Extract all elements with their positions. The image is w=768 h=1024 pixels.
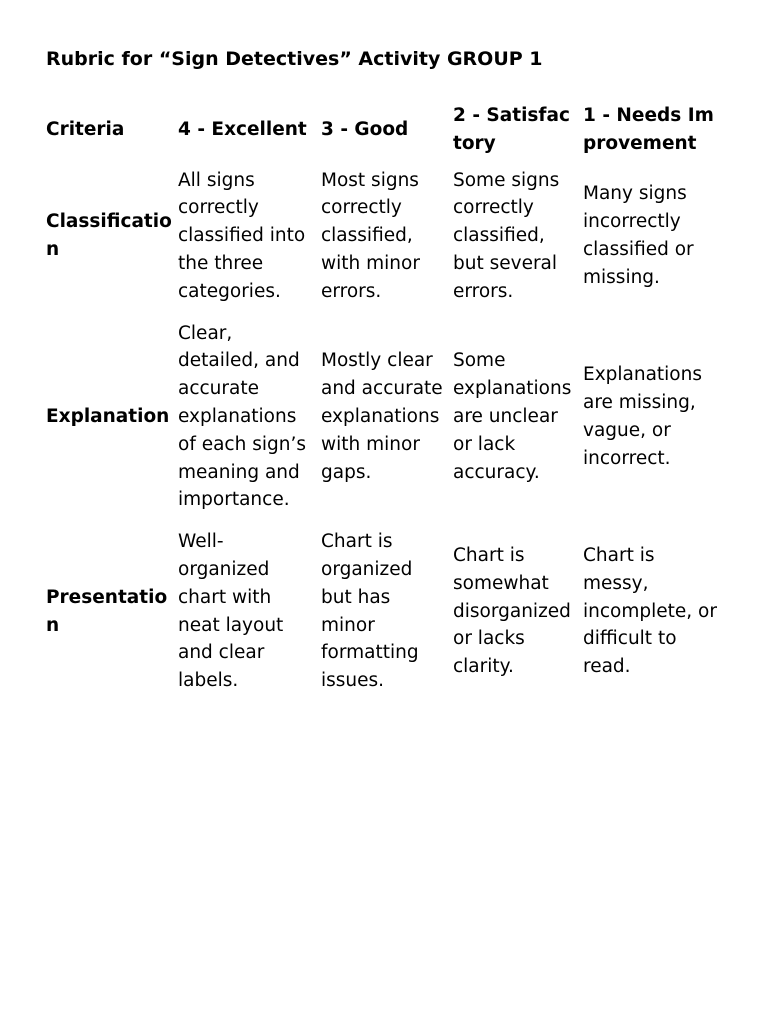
criteria-cell: Classification — [46, 211, 172, 261]
document-title: Rubric for “Sign Detectives” Activity GROUP 1 — [46, 48, 543, 70]
satisfactory-cell: Chart is somewhat disorganized or lacks clarity. — [453, 545, 571, 678]
excellent-cell: Clear, detailed, and accurate explanations of each sign’s meaning and importance. — [178, 322, 306, 511]
table-row — [42, 160, 722, 313]
table-row — [42, 313, 722, 522]
satisfactory-cell: Some explanations are unclear or lack accuracy. — [453, 350, 572, 483]
good-cell: Mostly clear and accurate explanations with minor gaps. — [321, 350, 443, 483]
table-row — [42, 521, 722, 702]
excellent-cell: Well-organized chart with neat layout and clear labels. — [178, 531, 284, 692]
good-cell: Most signs correctly classified, with minor errors. — [321, 169, 420, 302]
criteria-cell: Explanation — [46, 405, 170, 427]
header-good: 3 - Good — [321, 118, 409, 140]
excellent-cell: All signs correctly classified into the three categories. — [178, 169, 306, 302]
good-cell: Chart is organized but has minor formatting issues. — [321, 531, 419, 692]
needs-improvement-cell: Many signs incorrectly classified or missing. — [583, 183, 694, 288]
criteria-cell: Presentation — [46, 586, 168, 636]
header-needs-improvement: 1 - Needs Improvement — [583, 105, 714, 154]
rubric-table — [42, 100, 722, 702]
header-criteria: Criteria — [46, 118, 125, 140]
header-satisfactory: 2 - Satisfactory — [453, 105, 570, 154]
satisfactory-cell: Some signs correctly classified, but several errors. — [453, 169, 560, 302]
needs-improvement-cell: Chart is messy, incomplete, or difficult to read. — [583, 545, 717, 678]
table-header-row — [42, 100, 722, 160]
needs-improvement-cell: Explanations are missing, vague, or incorrect. — [583, 364, 702, 469]
header-excellent: 4 - Excellent — [178, 118, 307, 140]
